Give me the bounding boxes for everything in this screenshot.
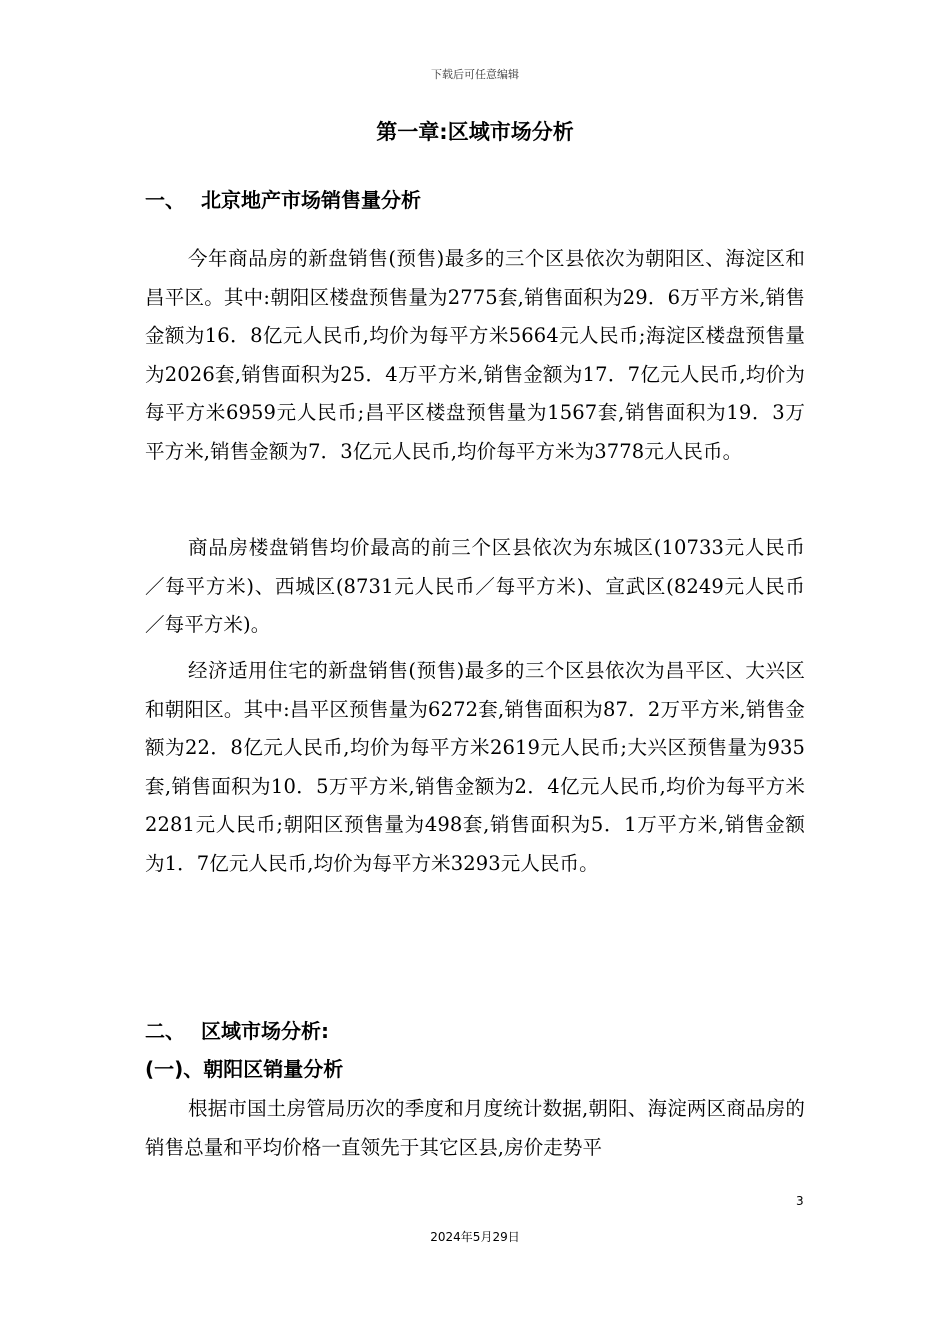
body-paragraph: 经济适用住宅的新盘销售(预售)最多的三个区县依次为昌平区、大兴区和朝阳区。其中:昌平区预售量为6272套,销售面积为87．2万平方米,销售金额为22．8亿元人民币,均价为每平方米2619元人民币;大兴区预售量为935套,销售面积为10．5万平方米,销售金额为2．4亿元人民币,均价为每平方米2281元人民币;朝阳区预售量为498套,销售面积为5．1万平方米,销售金额为1．7亿元人民币,均价为每平方米3293元人民币。 xyxy=(145,659,805,875)
section-number: 二、 xyxy=(145,1019,185,1043)
section-heading-1 xyxy=(145,184,421,213)
page-header: 下载后可任意编辑 xyxy=(431,68,519,81)
body-paragraph: 根据市国土房管局历次的季度和月度统计数据,朝阳、海淀两区商品房的销售总量和平均价格一直领先于其它区县,房价走势平 xyxy=(145,1097,805,1159)
footer-date: 2024年5月29日 xyxy=(430,1230,520,1244)
section-heading-2 xyxy=(145,1015,329,1044)
page-number: 3 xyxy=(796,1194,804,1208)
subsection-heading: (一)、朝阳区销量分析 xyxy=(145,1057,344,1081)
section-title: 北京地产市场销售量分析 xyxy=(201,188,421,212)
section-number: 一、 xyxy=(145,188,185,212)
chapter-title: 第一章:区域市场分析 xyxy=(376,120,574,144)
body-paragraph: 今年商品房的新盘销售(预售)最多的三个区县依次为朝阳区、海淀区和昌平区。其中:朝阳区楼盘预售量为2775套,销售面积为29．6万平方米,销售金额为16．8亿元人民币,均价为每平方米5664元人民币;海淀区楼盘预售量为2026套,销售面积为25．4万平方米,销售金额为17．7亿元人民币,均价为每平方米6959元人民币;昌平区楼盘预售量为1567套,销售面积为19．3万平方米,销售金额为7．3亿元人民币,均价每平方米为3778元人民币。 xyxy=(145,247,805,463)
body-paragraph: 商品房楼盘销售均价最高的前三个区县依次为东城区(10733元人民币／每平方米)、西城区(8731元人民币／每平方米)、宣武区(8249元人民币／每平方米)。 xyxy=(145,536,805,637)
section-title: 区域市场分析: xyxy=(201,1019,329,1043)
